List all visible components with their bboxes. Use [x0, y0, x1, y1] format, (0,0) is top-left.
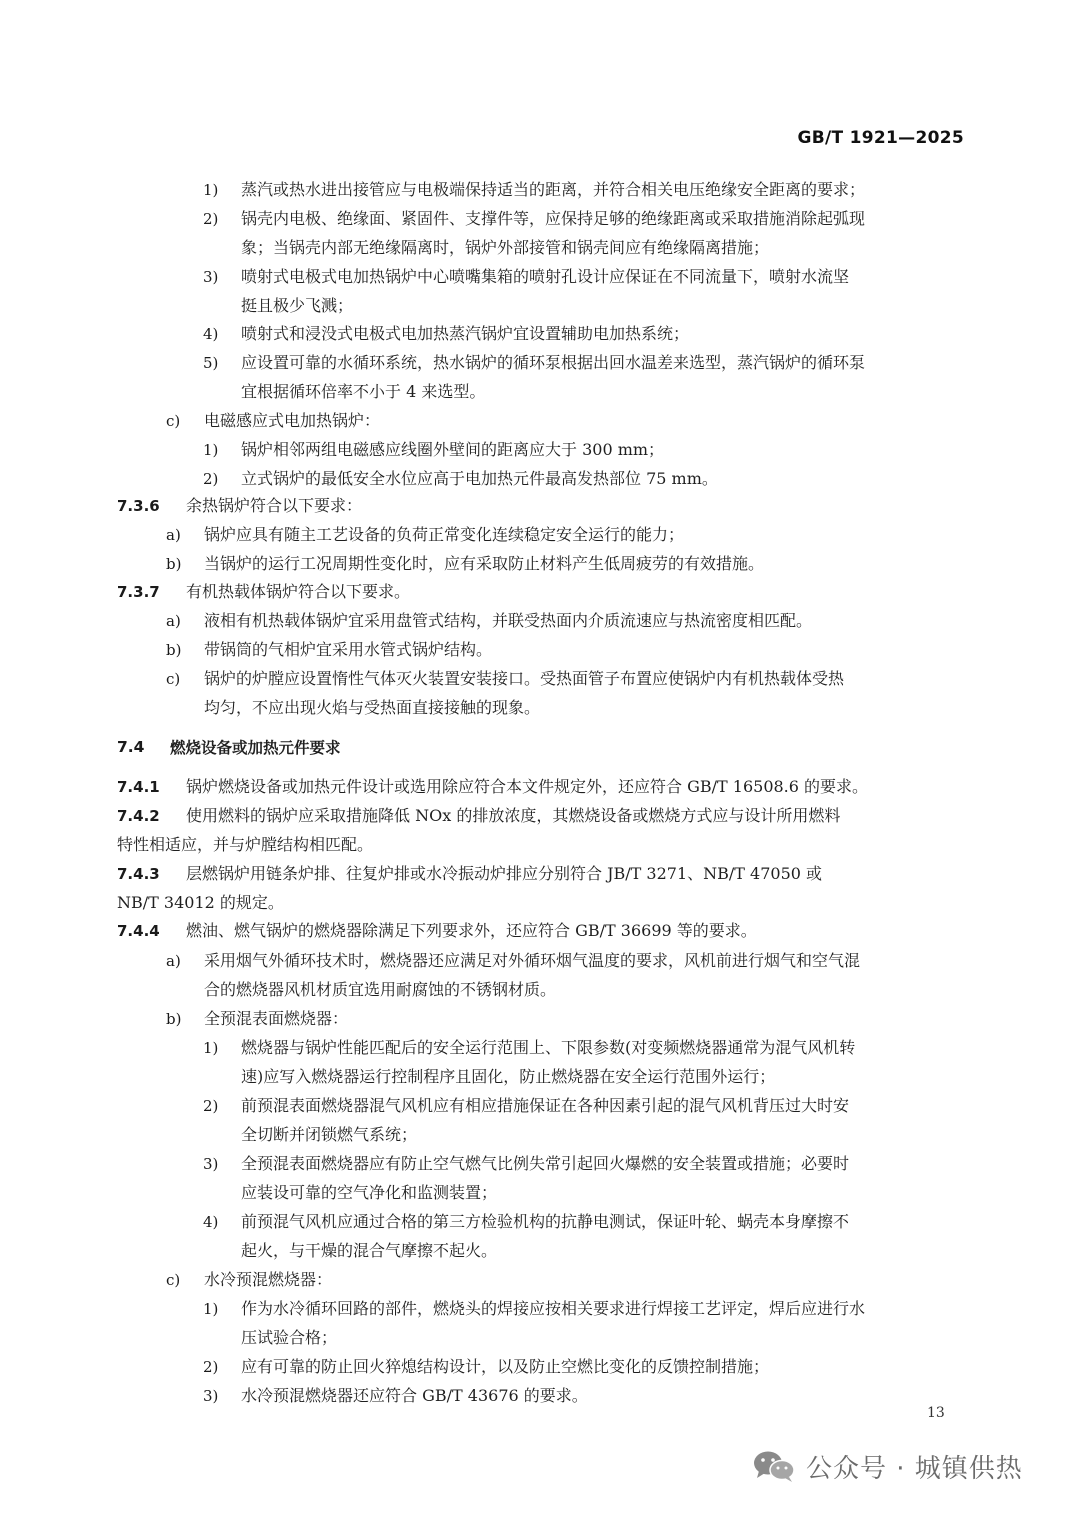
- body-line: 燃烧器与锅炉性能匹配后的安全运行范围上、下限参数(对变频燃烧器通常为混气风机转: [241, 1038, 856, 1057]
- item-number: 1): [203, 1300, 219, 1318]
- item-number: 1): [203, 1039, 219, 1057]
- body-line: 挺且极少飞溅；: [241, 296, 354, 315]
- body-line: 锅炉的炉膛应设置惰性气体灭火装置安装接口。受热面管子布置应使锅炉内有机热载体受热: [204, 669, 845, 688]
- body-line: 喷射式和浸没式电极式电加热蒸汽锅炉宜设置辅助电加热系统；: [241, 324, 690, 343]
- item-number: 2): [203, 210, 219, 228]
- clause-number: 7.3.7: [117, 583, 160, 601]
- clause-text: 层燃锅炉用链条炉排、往复炉排或水冷振动炉排应分别符合 JB/T 3271、NB/T 47050 或: [186, 864, 823, 883]
- body-line: 带锅筒的气相炉宜采用水管式锅炉结构。: [204, 640, 493, 659]
- body-line: 电磁感应式电加热锅炉：: [204, 411, 381, 430]
- body-line: 应设置可靠的水循环系统，热水锅炉的循环泵根据出回水温差来选型，蒸汽锅炉的循环泵: [241, 353, 866, 372]
- clause-number: 7.4.1: [117, 778, 160, 796]
- item-number: 1): [203, 441, 219, 459]
- item-number: 3): [203, 1155, 219, 1173]
- item-letter: a): [166, 612, 181, 630]
- body-line: 当锅炉的运行工况周期性变化时，应有采取防止材料产生低周疲劳的有效措施。: [204, 554, 765, 573]
- body-line: 速)应写入燃烧器运行控制程序且固化，防止燃烧器在安全运行范围外运行；: [241, 1067, 776, 1086]
- body-line: 采用烟气外循环技术时，燃烧器还应满足对外循环烟气温度的要求，风机前进行烟气和空气混: [204, 951, 861, 970]
- body-line: 应有可靠的防止回火猝熄结构设计，以及防止空燃比变化的反馈控制措施；: [241, 1357, 770, 1376]
- body-line: 水冷预混燃烧器：: [204, 1270, 333, 1289]
- section-number: 7.4: [117, 738, 145, 756]
- body-line: NB/T 34012 的规定。: [117, 893, 284, 912]
- item-number: 4): [203, 1213, 219, 1231]
- item-letter: c): [166, 412, 181, 430]
- item-number: 3): [203, 268, 219, 286]
- body-line: 锅炉相邻两组电磁感应线圈外壁间的距离应大于 300 mm；: [241, 440, 665, 459]
- clause-text: 余热锅炉符合以下要求：: [186, 496, 363, 515]
- body-line: 锅壳内电极、绝缘面、紧固件、支撑件等，应保持足够的绝缘距离或采取措施消除起弧现: [241, 209, 866, 228]
- body-line: 喷射式电极式电加热锅炉中心喷嘴集箱的喷射孔设计应保证在不同流量下，喷射水流坚: [241, 267, 850, 286]
- body-line: 锅炉应具有随主工艺设备的负荷正常变化连续稳定安全运行的能力；: [204, 525, 685, 544]
- body-line: 全预混表面燃烧器：: [204, 1009, 349, 1028]
- body-line: 全预混表面燃烧器应有防止空气燃气比例失常引起回火爆燃的安全装置或措施；必要时: [241, 1154, 850, 1173]
- body-line: 起火，与干燥的混合气摩擦不起火。: [241, 1241, 498, 1260]
- body-line: 全切断并闭锁燃气系统；: [241, 1125, 418, 1144]
- clause-text: 锅炉燃烧设备或加热元件设计或选用除应符合本文件规定外，还应符合 GB/T 16508.6 的要求。: [186, 777, 869, 796]
- clause-number: 7.4.4: [117, 922, 160, 940]
- body-line: 作为水冷循环回路的部件，燃烧头的焊接应按相关要求进行焊接工艺评定，焊后应进行水: [241, 1299, 866, 1318]
- page-number: 13: [927, 1405, 945, 1421]
- item-number: 2): [203, 1358, 219, 1376]
- item-number: 1): [203, 181, 219, 199]
- body-line: 前预混气风机应通过合格的第三方检验机构的抗静电测试，保证叶轮、蜗壳本身摩擦不: [241, 1212, 850, 1231]
- clause-text: 使用燃料的锅炉应采取措施降低 NOx 的排放浓度，其燃烧设备或燃烧方式应与设计所用燃料: [186, 806, 841, 825]
- body-line: 合的燃烧器风机材质宜选用耐腐蚀的不锈钢材质。: [204, 980, 557, 999]
- body-line: 均匀，不应出现火焰与受热面直接接触的现象。: [204, 698, 541, 717]
- item-letter: c): [166, 670, 181, 688]
- body-line: 宜根据循环倍率不小于 4 来选型。: [241, 382, 486, 401]
- body-line: 象；当锅壳内部无绝缘隔离时，锅炉外部接管和锅壳间应有绝缘隔离措施；: [241, 238, 770, 257]
- item-letter: c): [166, 1271, 181, 1289]
- item-letter: a): [166, 526, 181, 544]
- item-letter: b): [166, 1010, 182, 1028]
- body-line: 压试验合格；: [241, 1328, 338, 1347]
- clause-number: 7.3.6: [117, 497, 160, 515]
- clause-number: 7.4.3: [117, 865, 160, 883]
- clause-text: 燃油、燃气锅炉的燃烧器除满足下列要求外，还应符合 GB/T 36699 等的要求。: [186, 921, 757, 940]
- body-line: 蒸汽或热水进出接管应与电极端保持适当的距离，并符合相关电压绝缘安全距离的要求；: [241, 180, 866, 199]
- section-title: 燃烧设备或加热元件要求: [170, 739, 341, 757]
- item-number: 2): [203, 470, 219, 488]
- item-letter: b): [166, 641, 182, 659]
- watermark: [752, 1446, 1023, 1486]
- body-line: 立式锅炉的最低安全水位应高于电加热元件最高发热部位 75 mm。: [241, 469, 718, 488]
- item-number: 5): [203, 354, 219, 372]
- body-line: 液相有机热载体锅炉宜采用盘管式结构，并联受热面内介质流速应与热流密度相匹配。: [204, 611, 813, 630]
- page-header-standard: GB/T 1921—2025: [797, 128, 964, 148]
- wechat-icon: [752, 1449, 796, 1483]
- item-letter: a): [166, 952, 181, 970]
- body-line: 水冷预混燃烧器还应符合 GB/T 43676 的要求。: [241, 1386, 588, 1405]
- body-line: 前预混表面燃烧器混气风机应有相应措施保证在各种因素引起的混气风机背压过大时安: [241, 1096, 850, 1115]
- watermark-text: 公众号 · 城镇供热: [806, 1453, 1023, 1484]
- item-number: 2): [203, 1097, 219, 1115]
- item-number: 4): [203, 325, 219, 343]
- body-line: 特性相适应，并与炉膛结构相匹配。: [117, 835, 374, 854]
- item-number: 3): [203, 1387, 219, 1405]
- clause-number: 7.4.2: [117, 807, 160, 825]
- item-letter: b): [166, 555, 182, 573]
- clause-text: 有机热载体锅炉符合以下要求。: [186, 582, 411, 601]
- body-line: 应装设可靠的空气净化和监测装置；: [241, 1183, 498, 1202]
